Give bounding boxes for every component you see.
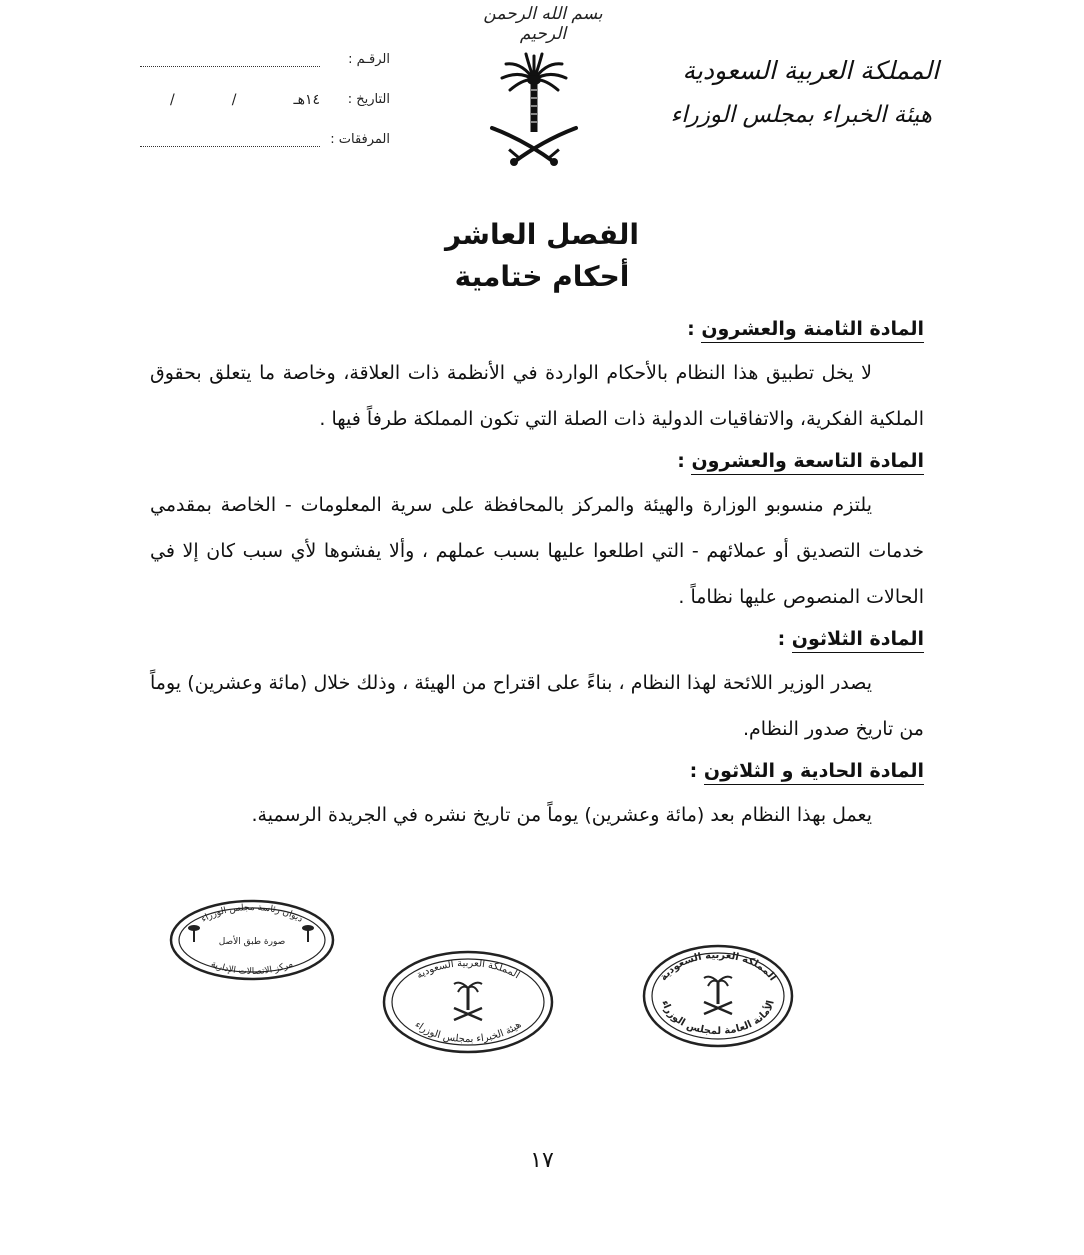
date-suffix: ١٤هـ xyxy=(293,92,320,108)
svg-text:هيئة الخبراء بمجلس الوزراء xyxy=(413,1019,524,1045)
article-heading-text: المادة الحادية و الثلاثون xyxy=(704,760,924,785)
svg-text:المملكة العربية السعودية xyxy=(415,958,522,981)
heading-colon: : xyxy=(687,318,702,340)
stamp-emblem-icon xyxy=(454,983,482,1020)
page-number: ١٧ xyxy=(530,1148,554,1173)
chapter-subtitle: أحكام ختامية xyxy=(454,260,630,293)
palm-swords-emblem xyxy=(484,40,584,174)
chapter-title: الفصل العاشر xyxy=(445,218,639,251)
reference-label: الرقـم : xyxy=(348,52,390,67)
article-text: لا يخل تطبيق هذا النظام بالأحكام الواردة في الأنظمة ذات العلاقة، وخاصة ما يتعلق بحقوق الملكية الفكرية، والاتفاقيات الدولية ذات الصلة التي تكون المملكة طرفاً فيها . xyxy=(150,362,924,430)
date-field xyxy=(140,92,390,116)
article-text: يعمل بهذا النظام بعد (مائة وعشرين) يوماً من تاريخ نشره في الجريدة الرسمية. xyxy=(251,804,872,826)
date-label: التاريخ : xyxy=(347,92,390,107)
stamp-top-text: ديوان رئاسة مجلس الوزراء xyxy=(199,903,305,925)
article-heading xyxy=(150,628,924,650)
attachments-field xyxy=(140,132,390,156)
article-text: يصدر الوزير اللائحة لهذا النظام ، بناءً على اقتراح من الهيئة ، وذلك خلال (مائة وعشرين) يوماً من تاريخ صدور النظام. xyxy=(150,672,924,740)
stamp-top-text: المملكة العربية السعودية xyxy=(414,957,522,982)
heading-colon: : xyxy=(677,450,692,472)
agency-stamp xyxy=(382,950,554,1054)
basmala: بسم الله الرحمن الرحيم xyxy=(483,4,603,44)
article-text: يلتزم منسوبو الوزارة والهيئة والمركز بالمحافظة على سرية المعلومات - الخاصة بمقدمي خدمات التصديق أو عملائهم - التي اطلعوا عليها بسبب عملهم ، وألا يفشوها لأي سبب كان إلا في الحالات المنصوص عليها نظاماً . xyxy=(150,494,924,608)
attachments-line xyxy=(140,146,320,147)
date-sep-1: / xyxy=(170,92,175,108)
articles-body xyxy=(150,310,924,842)
heading-colon: : xyxy=(777,628,792,650)
reference-line xyxy=(140,66,320,67)
kingdom-title: المملكة العربية السعودية xyxy=(682,56,939,85)
article-heading xyxy=(150,450,924,472)
date-sep-2: / xyxy=(231,92,237,108)
article-heading-text: المادة الثامنة والعشرون xyxy=(701,318,924,343)
stamp-bottom-text: الأمانة العامة لمجلس الوزراء xyxy=(659,999,777,1038)
article-heading-text: المادة الثلاثون xyxy=(792,628,924,653)
date-value xyxy=(140,92,320,108)
stamp-bottom-text: هيئة الخبراء بمجلس الوزراء xyxy=(412,1019,524,1046)
svg-text:الأمانة العامة لمجلس الوزراء xyxy=(659,999,777,1037)
article-heading xyxy=(150,318,924,340)
reference-field xyxy=(140,52,390,76)
agency-title: هيئة الخبراء بمجلس الوزراء xyxy=(670,102,932,128)
attachments-label: المرفقات : xyxy=(330,132,390,147)
article-heading xyxy=(150,760,924,782)
stamp-emblem-icon xyxy=(704,977,732,1014)
heading-colon: : xyxy=(689,760,704,782)
stamp-bottom-text: مركز الاتصالات الإدارية xyxy=(209,959,295,978)
article-heading-text: المادة التاسعة والعشرون xyxy=(691,450,924,475)
secretariat-stamp xyxy=(642,944,794,1048)
copy-stamp xyxy=(168,898,336,982)
stamp-middle-text: صورة طبق الأصل xyxy=(218,937,286,947)
svg-text:مركز الاتصالات الإدارية xyxy=(209,959,295,977)
stamp-top-text: المملكة العربية السعودية xyxy=(658,949,779,984)
